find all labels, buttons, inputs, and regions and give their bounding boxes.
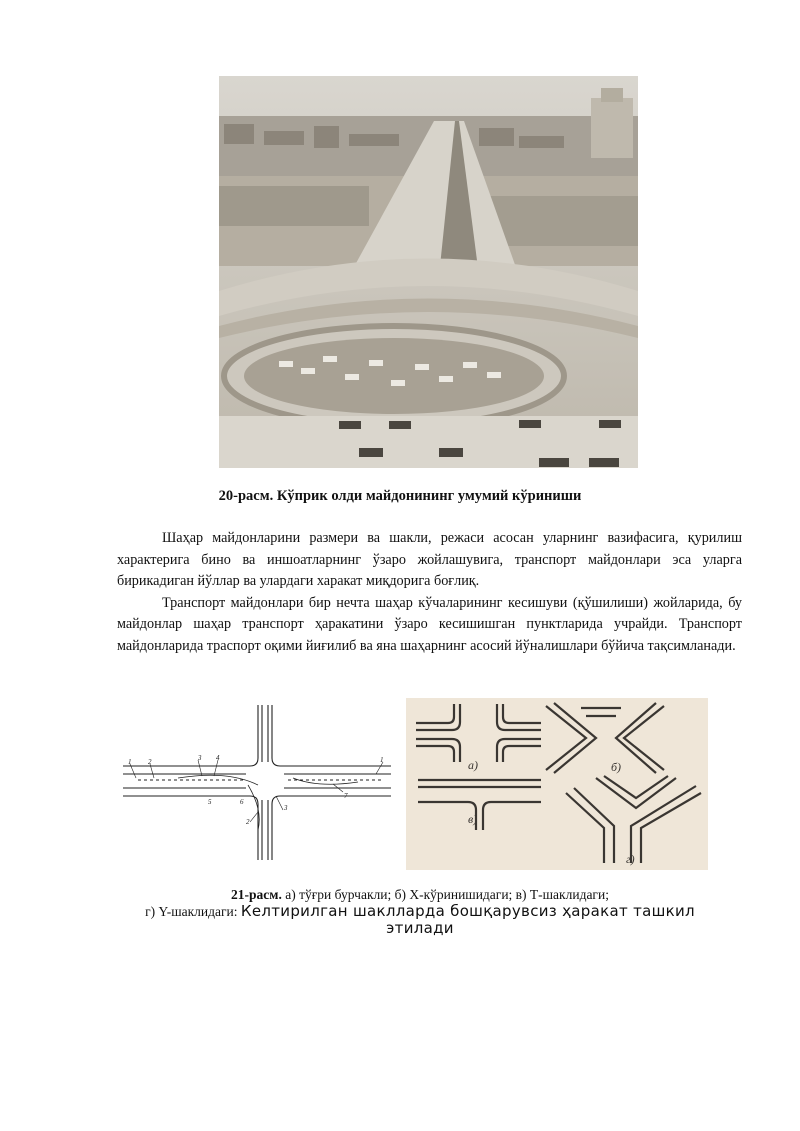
callout-label: 1 bbox=[128, 758, 132, 766]
paragraph: Транспорт майдонлари бир нечта шаҳар кўчаларининг кесишуви (қўшилиши) жойларида, бу майдонлар шаҳар транспорт ҳаракатини ўзаро кесишишган пунктларида учрайди. Транспорт майдонларида траспорт оқими йиғилиб ва яна шаҳарнинг асосий йўналишлари бўйича тақсимланади. bbox=[117, 594, 742, 654]
callout-label: 4 bbox=[216, 754, 220, 762]
callout-label: 5 bbox=[208, 798, 212, 806]
caption-line1: а) тўғри бурчакли; б) Х-кўринишидаги; в) Т-шаклидаги; bbox=[281, 887, 609, 902]
paragraph: Шаҳар майдонларини размери ва шакли, режаси асосан уларнинг вазифасига, қурилиш характерига бино ва иншоатларнинг ўзаро жойлашувига, транспорт майдонлари эса уларга бирикадиган йўллар ва улардаги харакат миқдорига боғлиқ. bbox=[117, 530, 742, 589]
figure-21-intersection-types bbox=[406, 698, 708, 870]
variant-label-d: г) bbox=[626, 852, 635, 866]
aerial-photo-interchange bbox=[219, 76, 638, 468]
callout-label: 3 bbox=[284, 804, 288, 812]
body-text bbox=[117, 528, 742, 657]
figure-21-intersection-drawing bbox=[118, 700, 396, 865]
caption-line2-small: г) Y-шаклидаги: bbox=[145, 904, 241, 919]
variant-label-b: б) bbox=[611, 760, 622, 774]
variant-label-a: а) bbox=[468, 758, 478, 772]
figure-21-caption bbox=[110, 886, 730, 937]
variant-label-c: в) bbox=[468, 812, 478, 826]
callout-label: 6 bbox=[240, 798, 244, 806]
callout-label: 2 bbox=[148, 758, 152, 766]
figure-20-caption: 20-расм. Кўприк олди майдонининг умумий кўриниши bbox=[218, 488, 582, 504]
caption-number: 21-расм. bbox=[231, 887, 282, 902]
callout-label: 3 bbox=[198, 754, 202, 762]
callout-label: 2 bbox=[246, 818, 250, 826]
callout-label: 1 bbox=[380, 756, 384, 764]
caption-line2-large: Келтирилган шаклларда бошқарувсиз ҳаракат ташкил этилади bbox=[240, 902, 695, 937]
callout-label: 7 bbox=[344, 792, 348, 800]
